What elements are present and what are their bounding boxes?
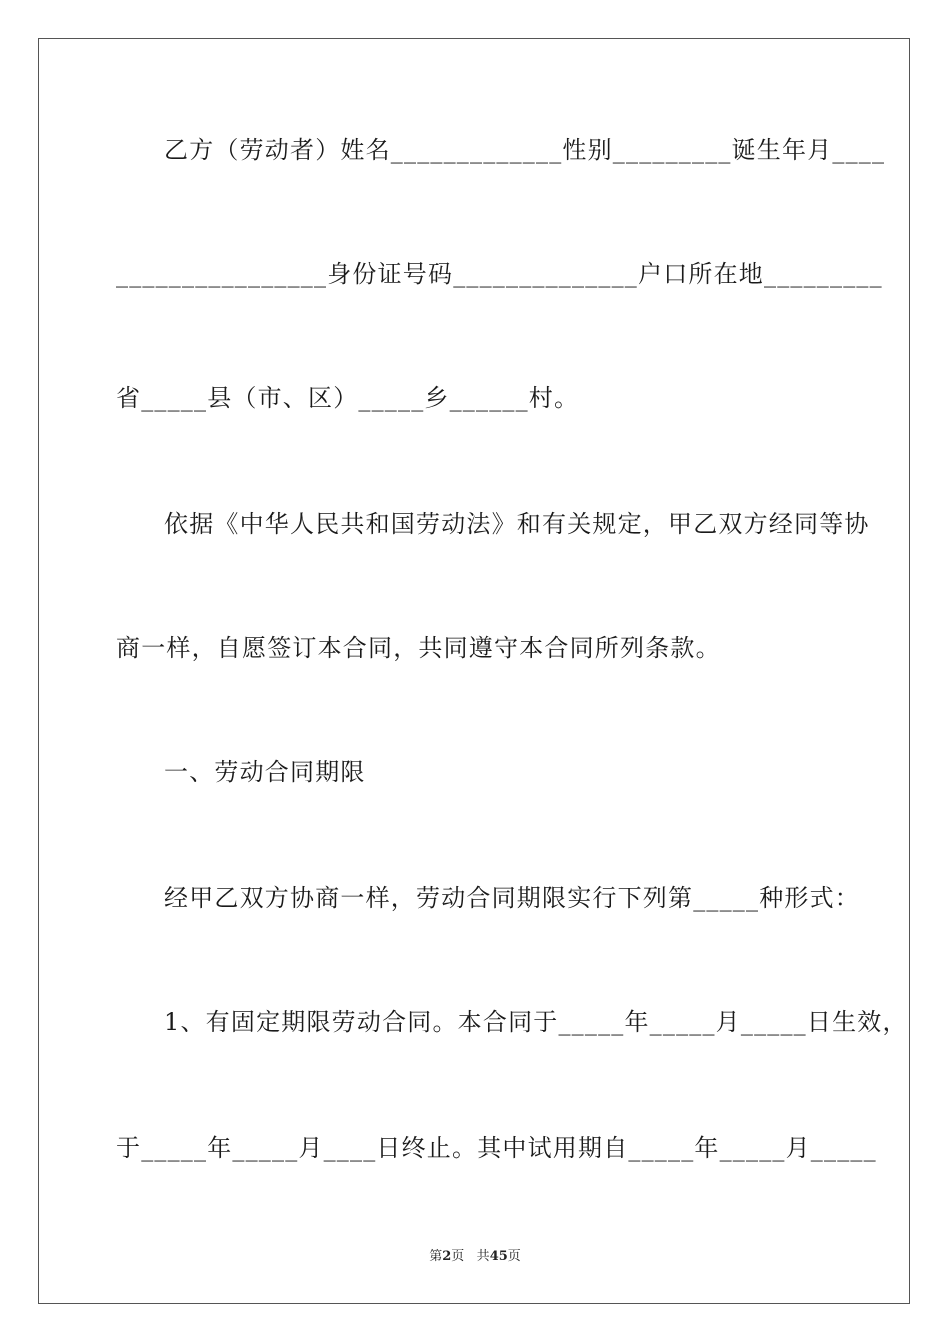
id-number-line: ________________身份证号码______________户口所在地_________: [116, 260, 883, 288]
page-suffix: 页: [451, 1249, 465, 1264]
page-border: [38, 38, 910, 1304]
total-prefix: 共: [476, 1249, 490, 1264]
party-b-name-line: 乙方（劳动者）姓名_____________性别_________诞生年月____: [164, 136, 886, 164]
section-heading: 一、劳动合同期限: [164, 758, 366, 786]
address-line: 省_____县（市、区）_____乡______村。: [116, 384, 580, 412]
preamble-line-1: 依据《中华人民共和国劳动法》和有关规定，甲乙双方经同等协: [164, 510, 870, 538]
page-prefix: 第: [429, 1249, 443, 1264]
contract-term-intro: 经甲乙双方协商一样，劳动合同期限实行下列第_____种形式：: [164, 884, 860, 912]
total-page-count: 45: [489, 1249, 508, 1264]
page-number-footer: [0, 1248, 950, 1266]
fixed-term-clause-line-1: 1、有固定期限劳动合同。本合同于_____年_____月_____日生效，: [164, 1008, 908, 1036]
total-suffix: 页: [507, 1249, 521, 1264]
fixed-term-clause-line-2: 于_____年_____月____日终止。其中试用期自_____年_____月_____: [116, 1134, 877, 1162]
current-page-number: 2: [442, 1249, 452, 1264]
preamble-line-2: 商一样，自愿签订本合同，共同遵守本合同所列条款。: [116, 634, 721, 662]
